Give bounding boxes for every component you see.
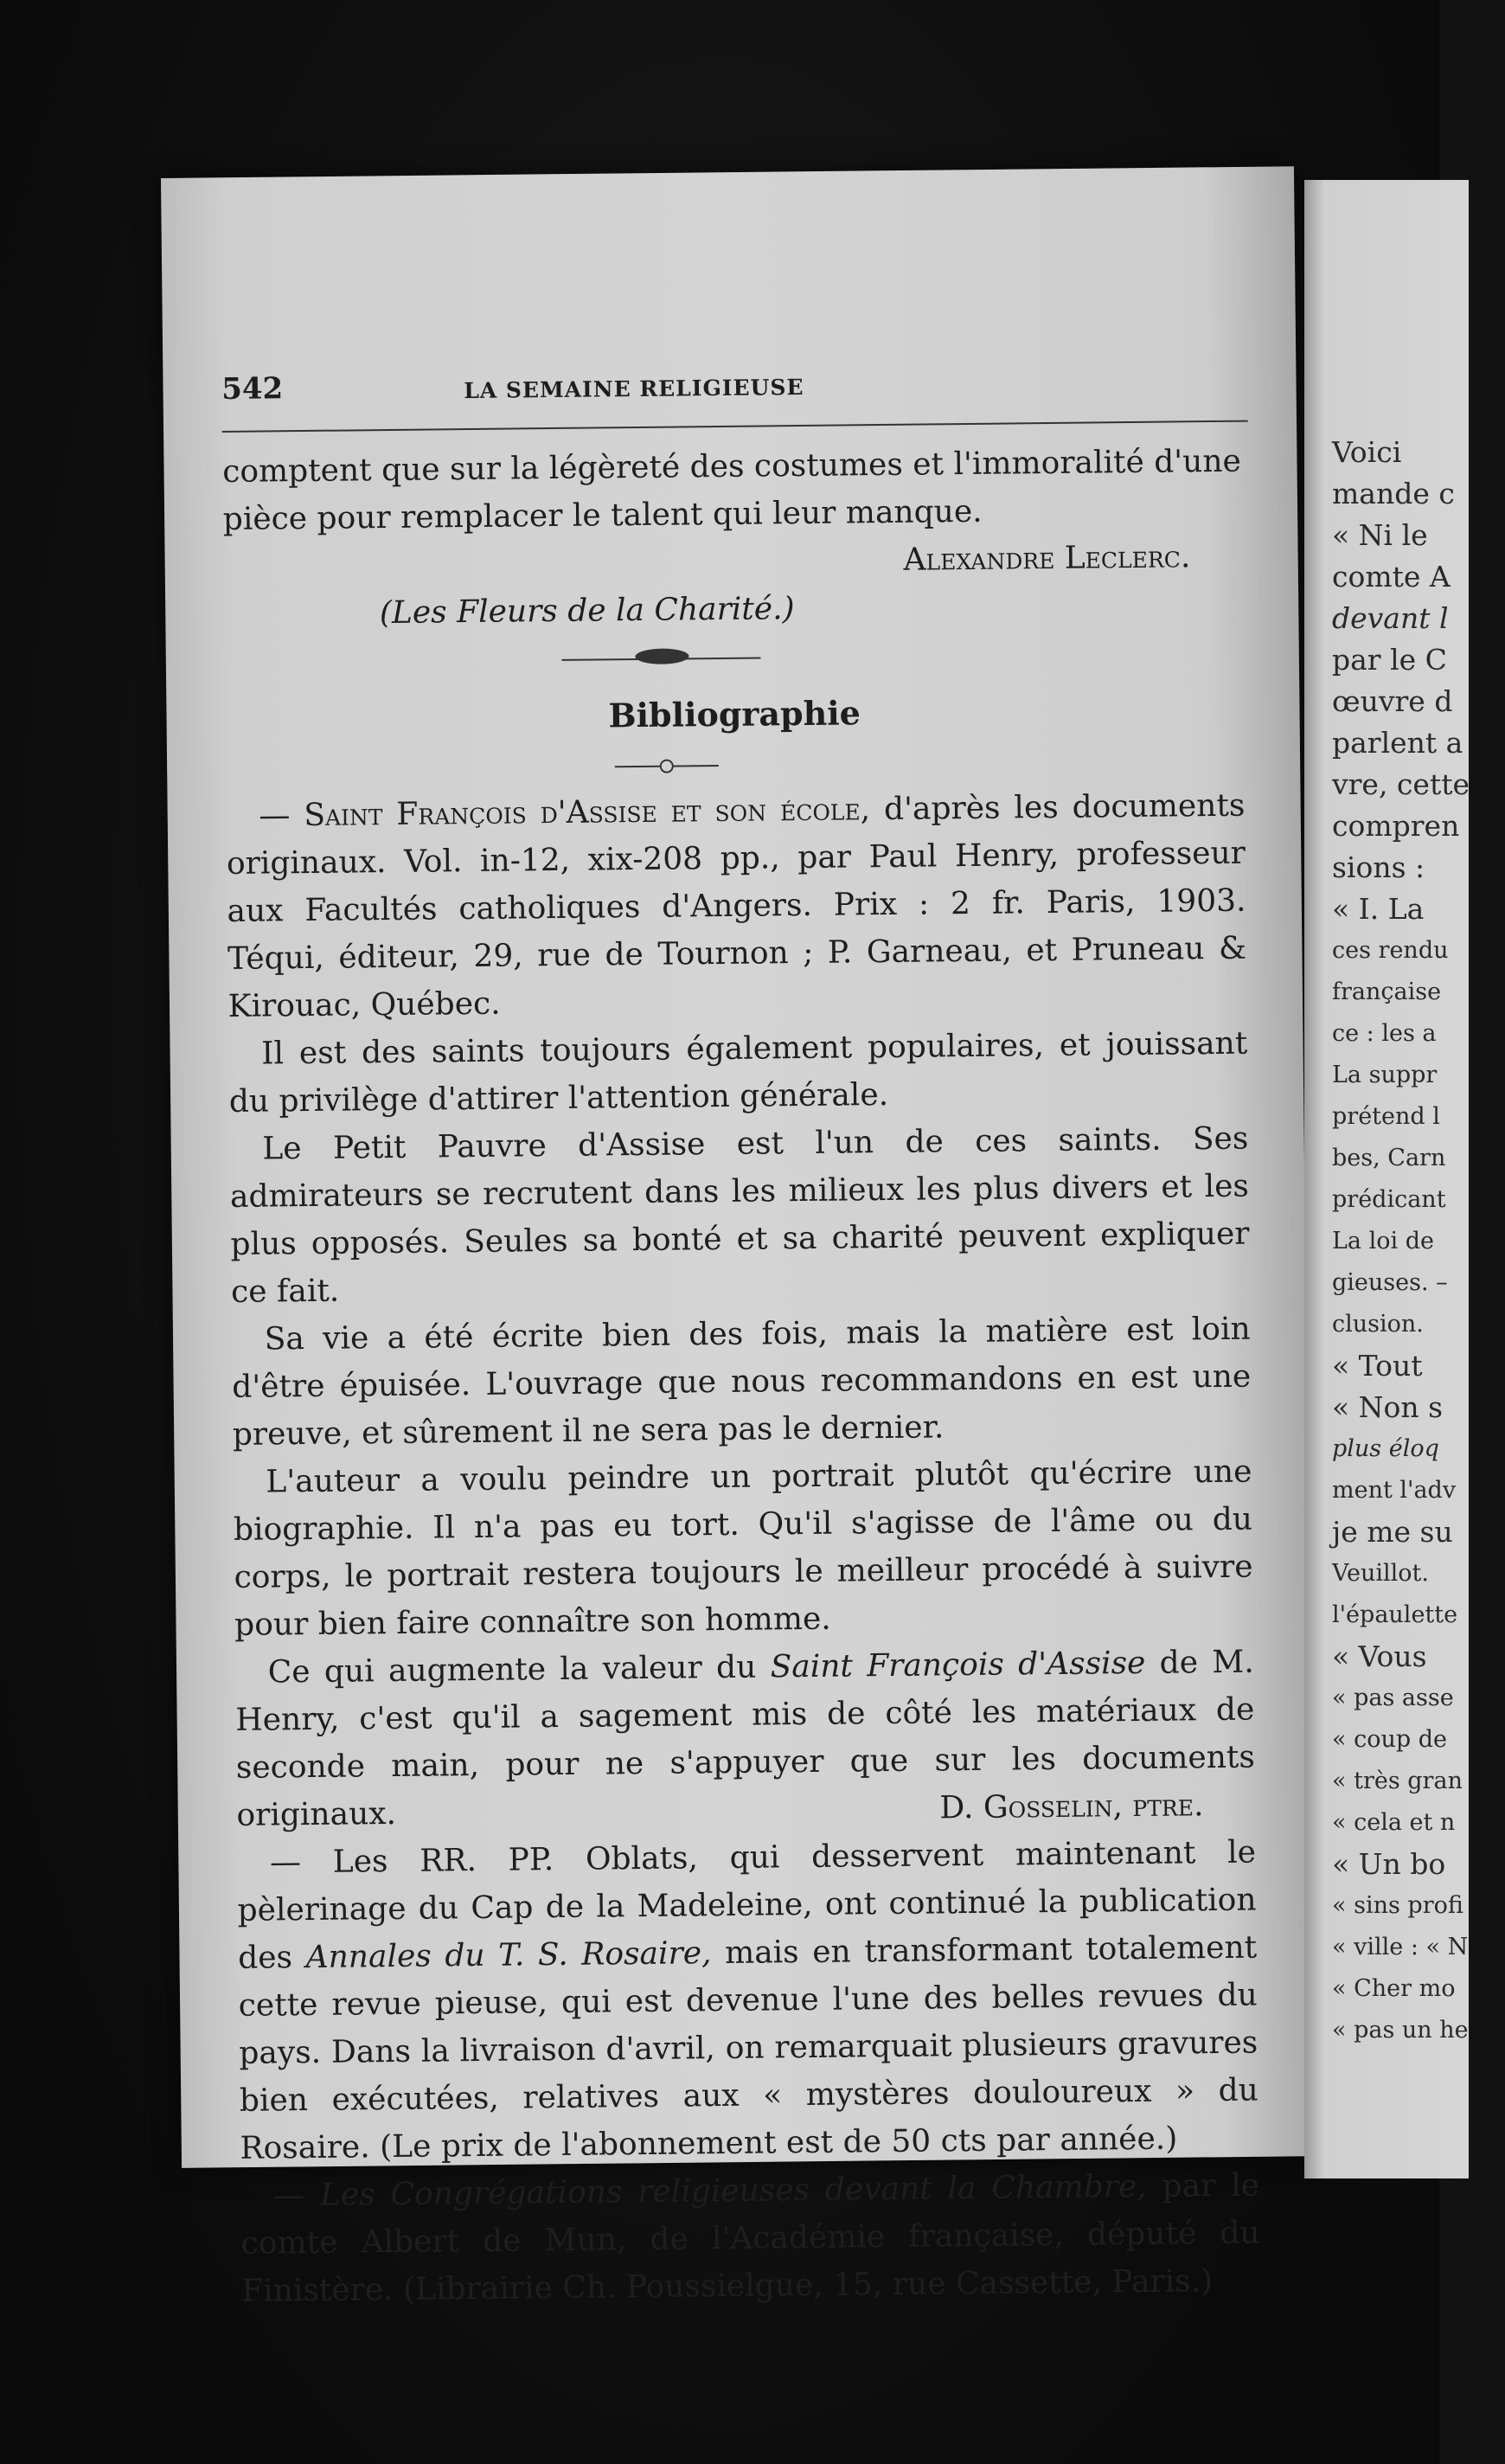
right-line: ces rendu (1332, 937, 1449, 964)
right-line: clusion. (1332, 1311, 1424, 1338)
bibliography-entry (226, 782, 1247, 1030)
paragraph (240, 2162, 1261, 2315)
right-line: « pas un he (1332, 2017, 1469, 2044)
running-title: LA SEMAINE RELIGIEUSE (464, 374, 804, 404)
right-line: La suppr (1332, 1062, 1438, 1088)
right-page-text (1332, 433, 1505, 2052)
right-line: « très gran (1332, 1768, 1463, 1794)
paragraph: Le Petit Pauvre d'Assise est l'un de ces saints. Ses admirateurs se recrutent dans les milieux les plus divers et les plus opposés. Seules sa bonté et sa charité peuvent expliquer ce fait. (229, 1120, 1250, 1310)
right-line: « pas asse (1332, 1684, 1454, 1711)
entry-details: d'après les documents originaux. Vol. in-12, xix-208 pp., par Paul Henry, professeur aux Facultés catholiques d'Angers. Prix : 2 fr. Paris, 1903. Téqui, éditeur, 29, rue de Tournon ; P. Garneau, et Pruneau & Kirouac, Québec. (226, 787, 1247, 1024)
right-line: prétend l (1332, 1103, 1440, 1130)
right-line: comte A (1332, 560, 1451, 594)
book-title: Saint François d'Assise (770, 1645, 1146, 1685)
right-line: « ville : « N (1332, 1934, 1469, 1960)
right-line: prédicant (1332, 1186, 1446, 1213)
right-line: Voici (1332, 435, 1402, 469)
page-header (221, 362, 1241, 427)
right-line: « Vous (1332, 1639, 1427, 1673)
right-line: « coup de (1332, 1726, 1447, 1753)
right-line: par le C (1332, 643, 1447, 677)
right-line: « I. La (1332, 892, 1425, 926)
journal-title: Annales du T. S. Rosaire, (305, 1935, 712, 1976)
paragraph: Sa vie a été écrite bien des fois, mais la matière est loin d'être épuisée. L'ouvrage que nous recommandons en est une preuve, et sûrement il ne sera pas le dernier. (232, 1311, 1252, 1453)
paragraph: L'auteur a voulu peindre un portrait plutôt qu'écrire une biographie. Il n'a pas eu tort. Qu'il s'agisse de l'âme ou du corps, le portrait restera toujours le meilleur procédé à suivre pour bien faire connaître son homme. (233, 1453, 1253, 1643)
text-line: pièce pour remplacer le talent qui leur manque. (222, 493, 983, 537)
right-line: œuvre d (1332, 684, 1453, 718)
right-line: française (1332, 979, 1442, 1005)
right-line: l'épaulette (1332, 1601, 1458, 1628)
right-line: « Non s (1332, 1390, 1444, 1424)
right-line: compren (1332, 809, 1460, 843)
ornament-divider (224, 628, 1244, 687)
reviewer-signature: D. Gosselin, ptre. (939, 1787, 1204, 1826)
right-line: plus éloq (1332, 1435, 1439, 1462)
right-line: sions : (1332, 850, 1425, 884)
right-line: vre, cette (1332, 767, 1470, 801)
right-line: « cela et n (1332, 1809, 1456, 1836)
book-title: — Les Congrégations religieuses devant la Chambre, (272, 2168, 1147, 2214)
text-line: comptent que sur la légèreté des costumes et l'immoralité d'une (221, 443, 1242, 490)
page-number: 542 (221, 371, 284, 407)
text-span: Ce qui augmente la valeur du (267, 1649, 771, 1691)
right-line: « Ni le (1332, 518, 1428, 552)
text-span: mais en transformant totalement cette revue pieuse, qui est devenue l'une des belles revues du pays. Dans la livraison d'avril, on remarquait plusieurs gravures bien exécutées, relatives aux « mystères douloureux » du Rosaire. (Le prix de l'abonnement est de 50 cts par année.) (238, 1929, 1259, 2166)
right-line: ce : les a (1332, 1020, 1437, 1047)
text-span: — Les RR. PP. Oblats, qui desservent maintenant le pèlerinage du Cap de la Madeleine, ont continué la publication des (237, 1834, 1257, 1976)
right-line: Veuillot. (1332, 1560, 1429, 1587)
right-line: mande c (1332, 477, 1455, 510)
right-line: gieuses. – (1332, 1269, 1448, 1296)
right-line: je me su (1332, 1515, 1453, 1549)
text-span: de M. Henry, c'est qu'il a sagement mis de côté les matériaux de seconde main, pour ne s'appuyer que sur les documents originaux. (235, 1644, 1256, 1833)
author-signature: Alexandre Leclerc. (903, 539, 1191, 578)
right-line: bes, Carn (1332, 1145, 1446, 1171)
right-line: « Un bo (1332, 1847, 1446, 1881)
right-line: « sins profi (1332, 1892, 1463, 1919)
right-line: parlent a (1332, 726, 1463, 760)
section-heading: Bibliographie (608, 693, 861, 735)
paragraph (237, 1829, 1259, 2172)
right-line: « Tout (1332, 1349, 1423, 1383)
entry-title: — Saint François d'Assise et son école, (259, 792, 871, 834)
right-line: ment l'adv (1332, 1477, 1457, 1504)
source-citation: (Les Fleurs de la Charité.) (379, 591, 795, 632)
text-span: par le comte Albert de Mun, de l'Académie française, député du Finistère. (Librairie Ch. Poussielgue, 15, rue Cassette, Paris.) (240, 2167, 1260, 2309)
right-line: devant l (1332, 601, 1449, 635)
page-content (221, 362, 1260, 2315)
right-line: La loi de (1332, 1228, 1434, 1254)
right-line: « Cher mo (1332, 1975, 1456, 2002)
paragraph: Il est des saints toujours également populaires, et jouissant du privilège d'attirer l'attention générale. (228, 1025, 1248, 1120)
